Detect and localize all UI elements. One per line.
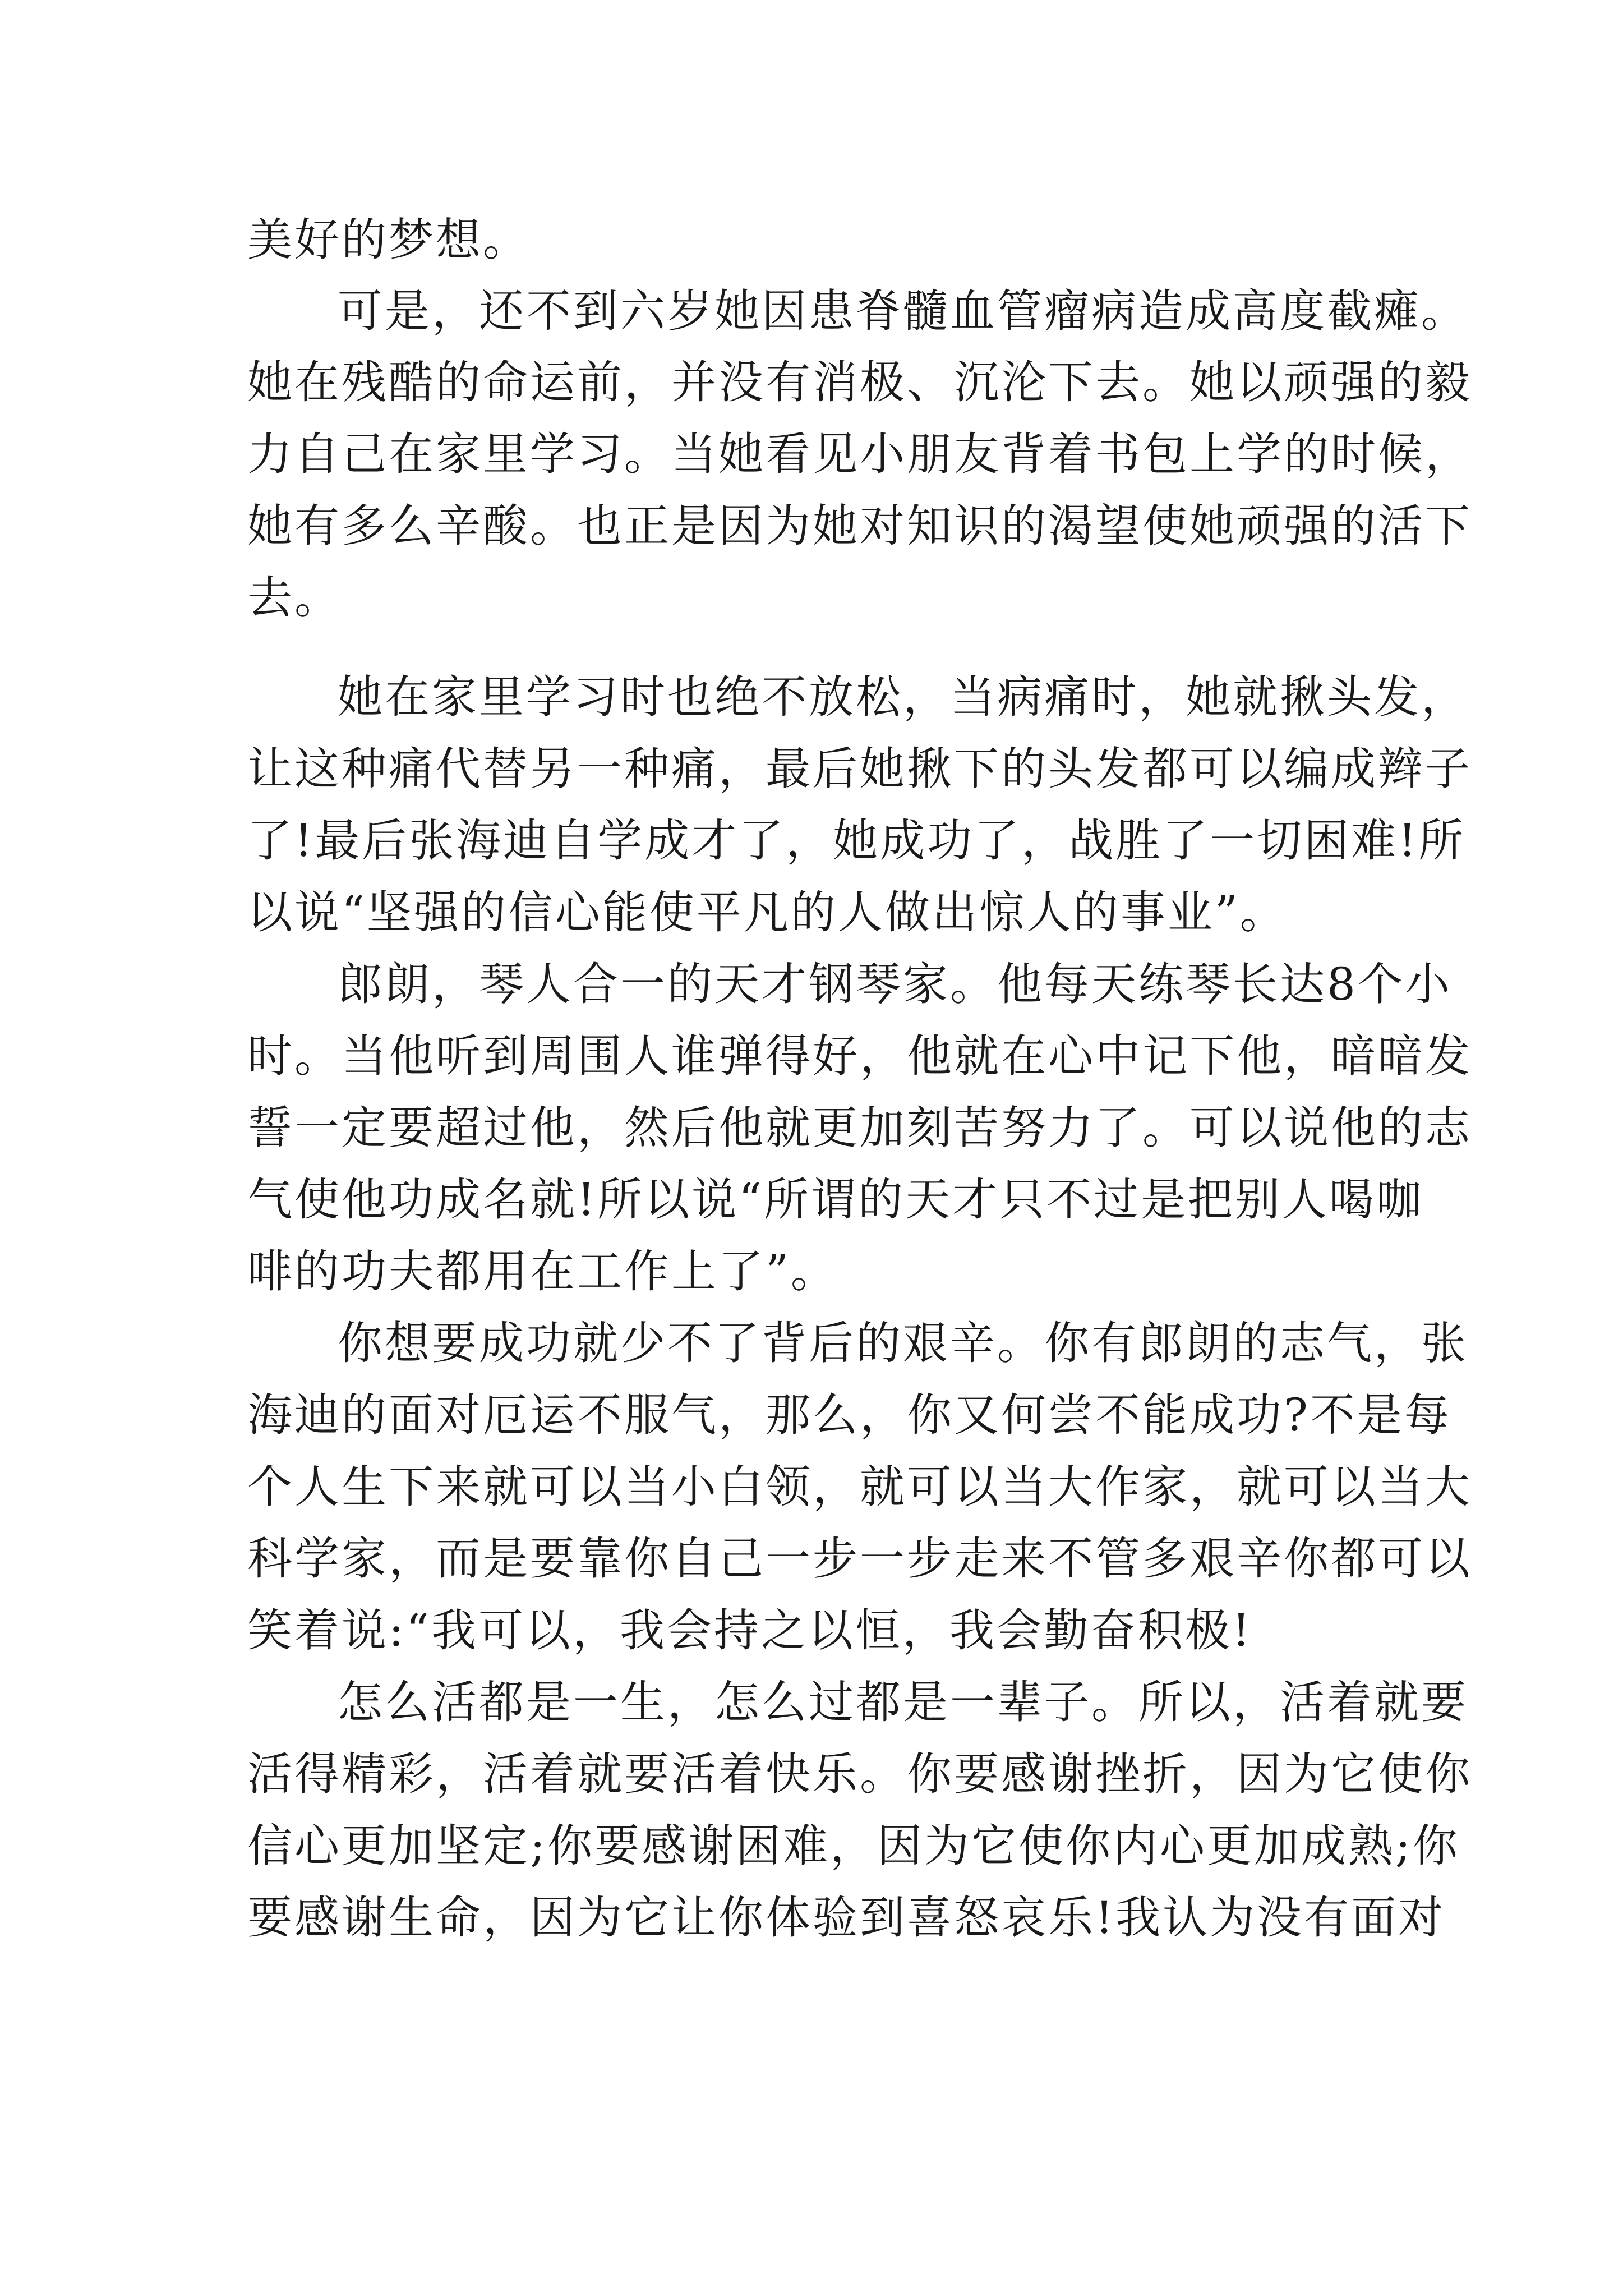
text-line: 力自己在家里学习。当她看见小朋友背着书包上学的时候， bbox=[247, 428, 1472, 480]
text-line: 要感谢生命，因为它让你体验到喜怒哀乐!我认为没有面对 bbox=[247, 1892, 1446, 1944]
paragraph-first-line: 你想要成功就少不了背后的艰辛。你有郎朗的志气，张 bbox=[338, 1317, 1468, 1369]
text-line: 科学家，而是要靠你自己一步一步走来不管多艰辛你都可以 bbox=[247, 1533, 1472, 1585]
paragraph-first-line: 她在家里学习时也绝不放松，当病痛时，她就揪头发， bbox=[338, 671, 1468, 723]
text-line: 个人生下来就可以当小白领，就可以当大作家，就可以当大 bbox=[247, 1461, 1472, 1513]
paragraph-first-line: 郎朗，琴人合一的天才钢琴家。他每天练琴长达8个小 bbox=[338, 958, 1452, 1010]
text-line: 誓一定要超过他，然后他就更加刻苦努力了。可以说他的志 bbox=[247, 1102, 1472, 1154]
text-line: 活得精彩，活着就要活着快乐。你要感谢挫折，因为它使你 bbox=[247, 1748, 1472, 1800]
paragraph-first-line: 怎么活都是一生，怎么过都是一辈子。所以，活着就要 bbox=[338, 1676, 1468, 1728]
text-line: 让这种痛代替另一种痛，最后她揪下的头发都可以编成辫子 bbox=[247, 743, 1472, 795]
text-line: 她有多么辛酸。也正是因为她对知识的渴望使她顽强的活下 bbox=[247, 500, 1472, 552]
text-line: 去。 bbox=[247, 572, 342, 624]
text-line: 以说“坚强的信心能使平凡的人做出惊人的事业”。 bbox=[247, 886, 1287, 938]
text-line: 了!最后张海迪自学成才了，她成功了，战胜了一切困难!所 bbox=[247, 815, 1466, 867]
text-line: 啡的功夫都用在工作上了”。 bbox=[247, 1245, 838, 1297]
text-line: 她在残酷的命运前，并没有消极、沉沦下去。她以顽强的毅 bbox=[247, 356, 1472, 408]
paragraph-first-line: 可是，还不到六岁她因患脊髓血管瘤病造成高度截瘫。 bbox=[338, 285, 1468, 337]
text-line: 气使他功成名就!所以说“所谓的天才只不过是把别人喝咖 bbox=[247, 1174, 1424, 1226]
text-line: 海迪的面对厄运不服气，那么，你又何尝不能成功?不是每 bbox=[247, 1389, 1451, 1441]
text-line: 时。当他听到周围人谁弹得好，他就在心中记下他，暗暗发 bbox=[247, 1030, 1472, 1082]
text-line: 信心更加坚定;你要感谢困难，因为它使你内心更加成熟;你 bbox=[247, 1820, 1460, 1872]
text-line: 美好的梦想。 bbox=[247, 214, 530, 266]
text-line: 笑着说:“我可以，我会持之以恒，我会勤奋积极! bbox=[247, 1604, 1252, 1657]
